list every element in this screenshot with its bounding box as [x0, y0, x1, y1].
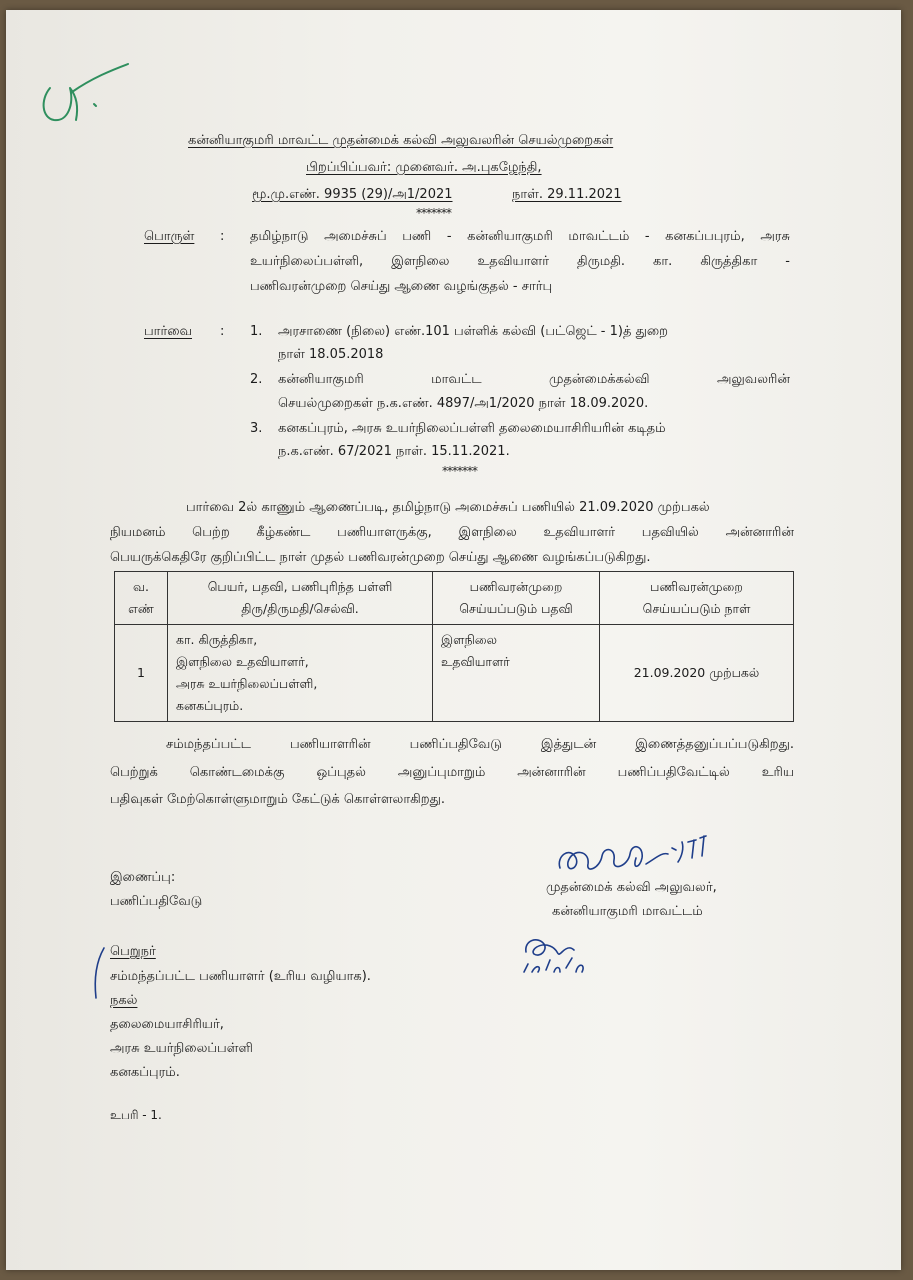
recipient-item: சம்மந்தப்பட்ட பணியாளர் (உரிய வழியாக). — [110, 969, 371, 984]
header-title: கன்னியாகுமரி மாவட்ட முதன்மைக் கல்வி அலுவலரின் செயல்முறைகள் — [188, 133, 614, 148]
reference-3-number: 3. — [250, 421, 263, 436]
regularisation-table — [114, 571, 794, 722]
copy-label: நகல் — [110, 993, 138, 1008]
subject-line-2: உயர்நிலைப்பள்ளி, இளநிலை உதவியாளர் திருமதி. கா. கிருத்திகா - — [250, 254, 790, 269]
reference-1-line-1: அரசாணை (நிலை) எண்.101 பள்ளிக் கல்வி (பட்ஜெட் - 1)த் துறை — [278, 324, 668, 339]
copy-line-2: அரசு உயர்நிலைப்பள்ளி — [110, 1041, 253, 1056]
row-sno: 1 — [115, 625, 168, 722]
header-name: பெயர், பதவி, பணிபுரிந்த பள்ளி திரு/திருமதி/செல்வி. — [168, 572, 433, 625]
references-colon: : — [220, 324, 225, 339]
header-separator: ******* — [416, 206, 451, 220]
header-date: நாள். 29.11.2021 — [512, 187, 622, 202]
officer-initials — [516, 928, 606, 982]
header-sno: வ. எண் — [115, 572, 168, 625]
spare-copies: உபரி - 1. — [110, 1108, 162, 1122]
reference-2-line-1: கன்னியாகுமரி மாவட்ட முதன்மைக்கல்வி அலுவலரின் — [278, 372, 790, 387]
paragraph-2-line-3: பதிவுகள் மேற்கொள்ளுமாறும் கேட்டுக் கொள்ளலாகிறது. — [110, 792, 446, 807]
signatory-district: கன்னியாகுமரி மாவட்டம் — [552, 904, 703, 919]
paragraph-1-line-1: பார்வை 2ல் காணும் ஆணைப்படி, தமிழ்நாடு அமைச்சுப் பணியில் 21.09.2020 முற்பகல் — [186, 500, 710, 515]
table-row — [115, 625, 794, 722]
reference-2-line-2: செயல்முறைகள் ந.க.எண். 4897/அ1/2020 நாள் 18.09.2020. — [278, 396, 649, 411]
signatory-designation: முதன்மைக் கல்வி அலுவலர், — [546, 880, 717, 895]
row-date: 21.09.2020 முற்பகல் — [600, 625, 794, 722]
document-page — [6, 10, 901, 1270]
table-header-row — [115, 572, 794, 625]
subject-colon: : — [220, 229, 225, 244]
handwritten-initial-mark — [32, 58, 142, 138]
references-label: பார்வை — [144, 324, 193, 339]
paragraph-1-line-3: பெயருக்கெதிரே குறிப்பிட்ட நாள் முதல் பணிவரன்முறை செய்து ஆணை வழங்கப்படுகிறது. — [110, 550, 651, 565]
paragraph-1-line-2: நியமனம் பெற்ற கீழ்கண்ட பணியாளருக்கு, இளநிலை உதவியாளர் பதவியில் அன்னாரின் — [110, 525, 794, 540]
reference-1-line-2: நாள் 18.05.2018 — [278, 347, 384, 362]
subject-line-3: பணிவரன்முறை செய்து ஆணை வழங்குதல் - சார்பு — [250, 279, 553, 294]
enclosure-item: பணிப்பதிவேடு — [110, 894, 203, 909]
reference-2-number: 2. — [250, 372, 263, 387]
officer-signature — [546, 828, 726, 888]
paragraph-2-line-2: பெற்றுக் கொண்டமைக்கு ஒப்புதல் அனுப்புமாறும் அன்னாரின் பணிப்பதிவேட்டில் உரிய — [110, 765, 794, 780]
enclosure-label: இணைப்பு: — [110, 870, 176, 885]
header-date: பணிவரன்முறை செய்யப்படும் நாள் — [600, 572, 794, 625]
subject-label: பொருள் — [144, 229, 195, 244]
row-name: கா. கிருத்திகா, இளநிலை உதவியாளர், அரசு உயர்நிலைப்பள்ளி, கனகப்புரம். — [168, 625, 433, 722]
copy-line-1: தலைமையாசிரியர், — [110, 1017, 224, 1032]
subject-line-1: தமிழ்நாடு அமைச்சுப் பணி - கன்னியாகுமரி மாவட்டம் - கனகப்பபுரம், அரசு — [250, 229, 790, 244]
row-post: இளநிலை உதவியாளர் — [433, 625, 600, 722]
references-separator: ******* — [442, 464, 477, 478]
reference-1-number: 1. — [250, 324, 263, 339]
header-post: பணிவரன்முறை செய்யப்படும் பதவி — [433, 572, 600, 625]
reference-3-line-2: ந.க.எண். 67/2021 நாள். 15.11.2021. — [278, 444, 510, 459]
header-reference-number: மூ.மு.எண். 9935 (29)/அ1/2021 — [252, 187, 453, 202]
reference-3-line-1: கனகப்புரம், அரசு உயர்நிலைப்பள்ளி தலைமையாசிரியரின் கடிதம் — [278, 421, 666, 436]
recipient-label: பெறுநர் — [110, 944, 156, 959]
header-issuer: பிறப்பிப்பவர்: முனைவர். அ.புகழேந்தி, — [306, 160, 542, 175]
paragraph-2-line-1: சம்மந்தப்பட்ட பணியாளரின் பணிப்பதிவேடு இத்துடன் இணைத்தனுப்பப்படுகிறது. — [166, 737, 794, 752]
copy-line-3: கனகப்புரம். — [110, 1065, 180, 1080]
